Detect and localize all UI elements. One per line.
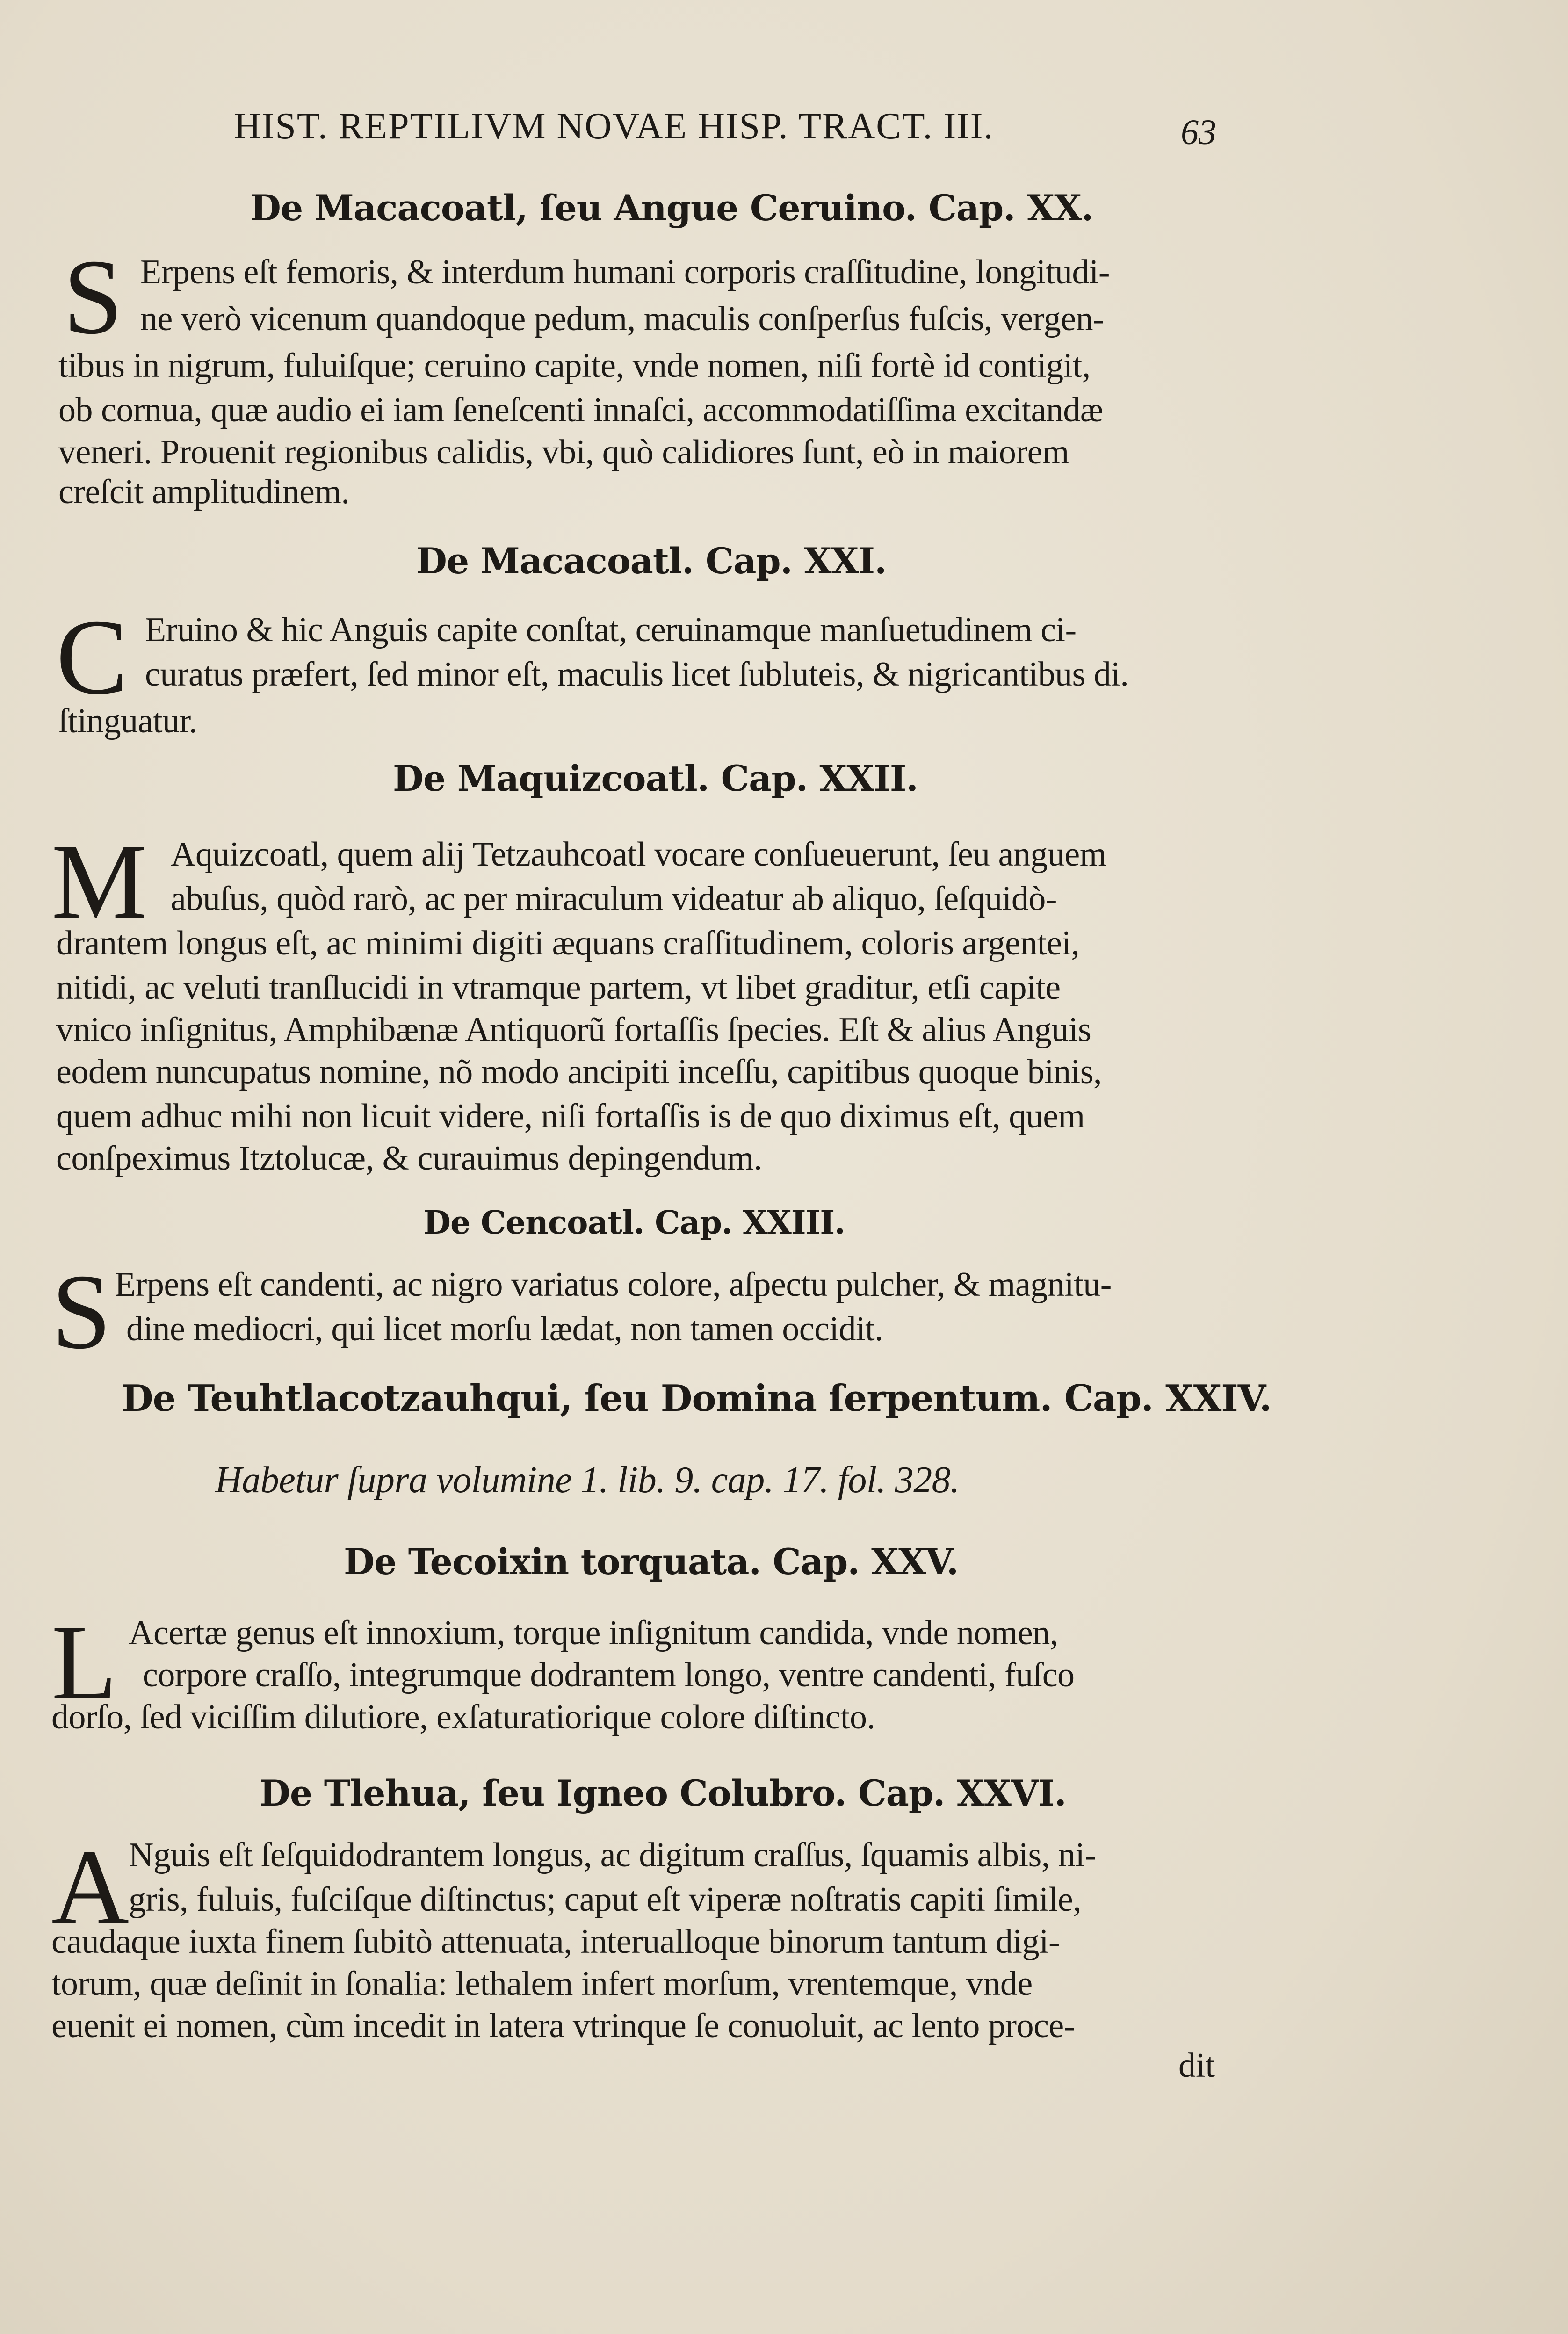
page-number: 63 <box>1181 113 1216 152</box>
text-line: quem adhuc mihi non licuit videre, niſi fortaſſis is de quo diximus eſt, quem <box>56 1097 1085 1135</box>
section-heading: De Tecoixin torquata. Cap. XXV. <box>344 1541 959 1582</box>
text-line: gris, fuluis, fuſciſque diſtinctus; caput eſt viperæ noſtratis capiti ſimile, <box>129 1880 1082 1919</box>
text-line: Erpens eſt candenti, ac nigro variatus colore, aſpectu pulcher, & magnitu- <box>115 1265 1112 1304</box>
text-line: creſcit amplitudinem. <box>58 473 350 511</box>
drop-cap: S <box>63 237 123 356</box>
text-line: dine mediocri, qui licet morſu lædat, non tamen occidit. <box>126 1310 883 1348</box>
running-title: HIST. REPTILIVM NOVAE HISP. TRACT. III. <box>234 106 994 147</box>
text-line: abuſus, quòd rarò, ac per miraculum videatur ab aliquo, ſeſquidò- <box>171 880 1057 918</box>
text-line: ſtinguatur. <box>58 702 197 740</box>
text-line: nitidi, ac veluti tranſlucidi in vtramque partem, vt libet graditur, etſi capite <box>56 968 1061 1007</box>
text-line: Nguis eſt ſeſquidodrantem longus, ac digitum craſſus, ſquamis albis, ni- <box>129 1836 1096 1874</box>
text-line: drantem longus eſt, ac minimi digiti æquans craſſitudinem, coloris argentei, <box>56 924 1080 962</box>
section-heading: De Tlehua, ſeu Igneo Colubro. Cap. XXVI. <box>260 1772 1066 1814</box>
text-line: Eruino & hic Anguis capite conſtat, ceruinamque manſuetudinem ci- <box>145 611 1077 649</box>
drop-cap: M <box>51 822 147 941</box>
drop-cap: A <box>51 1827 130 1946</box>
text-line: tibus in nigrum, fuluiſque; ceruino capite, vnde nomen, niſi fortè id contigit, <box>58 347 1091 385</box>
text-line: dorſo, ſed viciſſim dilutiore, exſaturatiorique colore diſtincto. <box>51 1698 875 1736</box>
section-heading: De Maquizcoatl. Cap. XXII. <box>393 758 918 799</box>
catchword: dit <box>1178 2046 1215 2085</box>
section-heading: De Teuhtlacotzauhqui, ſeu Domina ſerpentum. Cap. XXIV. <box>122 1377 1272 1420</box>
section-heading: De Macacoatl, ſeu Angue Ceruino. Cap. XX. <box>250 187 1093 229</box>
section-heading: De Cencoatl. Cap. XXIII. <box>423 1204 845 1242</box>
text-line: torum, quæ deſinit in ſonalia: lethalem infert morſum, vrentemque, vnde <box>51 1965 1033 2003</box>
text-line: caudaque iuxta finem ſubitò attenuata, interualloque binorum tantum digi- <box>51 1922 1060 1961</box>
text-line: conſpeximus Itztolucæ, & curauimus depingendum. <box>56 1139 762 1178</box>
text-line: euenit ei nomen, cùm incedit in latera vtrinque ſe conuoluit, ac lento proce- <box>51 2007 1075 2045</box>
drop-cap: L <box>51 1603 117 1722</box>
text-line: Acertæ genus eſt innoxium, torque inſignitum candida, vnde nomen, <box>129 1614 1058 1652</box>
text-line: ob cornua, quæ audio ei iam ſeneſcenti innaſci, accommodatiſſima excitandæ <box>58 391 1103 429</box>
text-line: vnico inſignitus, Amphibænæ Antiquorũ fortaſſis ſpecies. Eſt & alius Anguis <box>56 1011 1091 1049</box>
text-line: Aquizcoatl, quem alij Tetzauhcoatl vocare conſueuerunt, ſeu anguem <box>171 835 1106 874</box>
text-line: Habetur ſupra volumine 1. lib. 9. cap. 17. fol. 328. <box>215 1460 960 1501</box>
text-line: corpore craſſo, integrumque dodrantem longo, ventre candenti, fuſco <box>143 1656 1075 1694</box>
text-line: curatus præfert, ſed minor eſt, maculis licet ſubluteis, & nigricantibus di. <box>145 655 1129 694</box>
text-line: ne verò vicenum quandoque pedum, maculis conſperſus fuſcis, vergen- <box>140 300 1105 338</box>
text-line: Erpens eſt femoris, & interdum humani corporis craſſitudine, longitudi- <box>140 253 1110 291</box>
section-heading: De Macacoatl. Cap. XXI. <box>416 540 887 582</box>
text-line: eodem nuncupatus nomine, nõ modo ancipiti inceſſu, capitibus quoque binis, <box>56 1053 1102 1091</box>
drop-cap: C <box>56 597 128 716</box>
text-line: veneri. Prouenit regionibus calidis, vbi, quò calidiores ſunt, eò in maiorem <box>58 433 1069 471</box>
drop-cap: S <box>51 1252 111 1371</box>
